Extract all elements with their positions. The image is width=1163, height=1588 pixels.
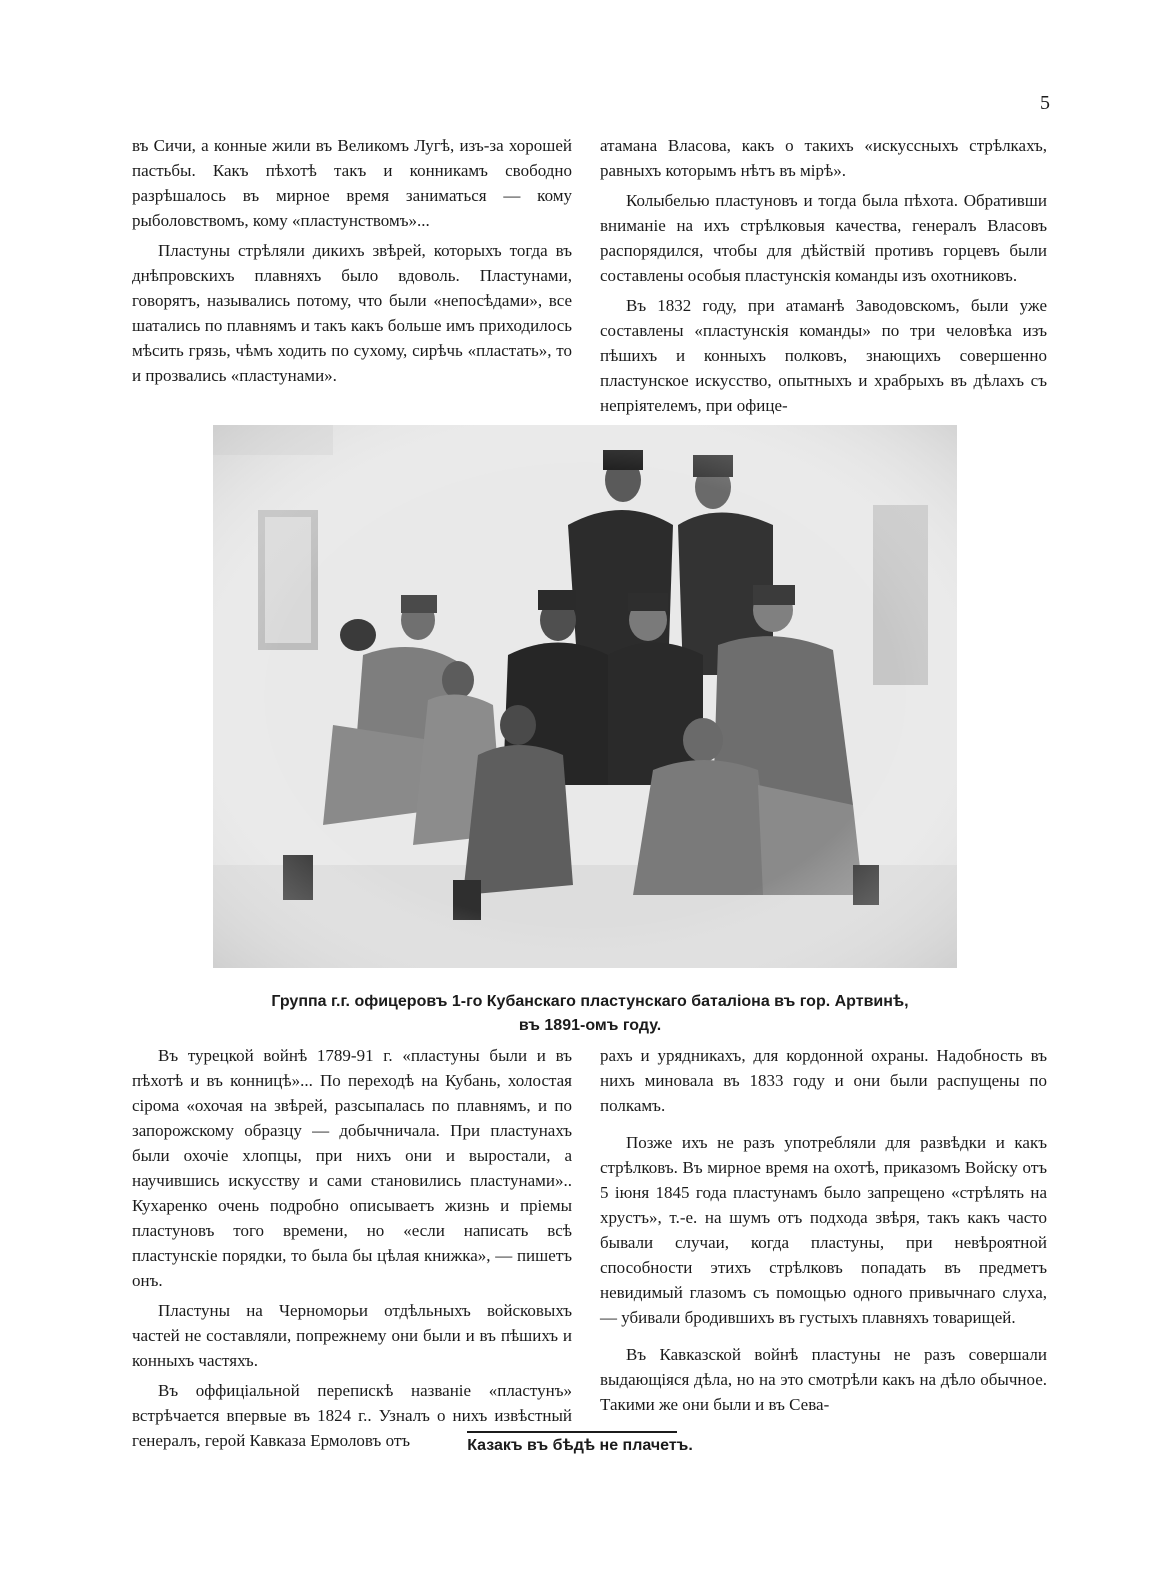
paragraph: Колыбелью пластуновъ и тогда была пѣхота. Обративши вниманіе на ихъ стрѣлковыя качества, генералъ Власовъ распорядился, чтобы для дѣйствій противъ горцевъ были составлены особыя пластунскія команды изъ охотниковъ.	[600, 191, 1047, 285]
paragraph: Въ оффиціальной перепискѣ названіе «пластунъ» встрѣчается впервые въ 1824 г.. Узналъ о нихъ извѣстный генералъ, герой Кавказа Ермоловъ отъ	[132, 1381, 572, 1450]
paragraph: Въ 1832 году, при атаманѣ Заводовскомъ, были уже составлены «пластунскія команды» по три человѣка изъ пѣшихъ и конныхъ полковъ, знающихъ совершенно пластунское искусство, опытныхъ и храбрыхъ въ дѣлахъ съ непріятелемъ, при офице-	[600, 296, 1047, 415]
column-top-left	[132, 133, 572, 388]
column-bottom-right	[600, 1043, 1047, 1417]
paragraph: въ Сичи, а конные жили въ Великомъ Лугѣ, изъ-за хорошей пастьбы. Какъ пѣхотѣ такъ и конникамъ свободно разрѣшалось въ мирное время заниматься — кому рыболовствомъ, кому «пластунствомъ»...	[132, 136, 572, 230]
column-top-right	[600, 133, 1047, 418]
caption-line-1: Группа г.г. офицеровъ 1-го Кубанскаго пластунскаго баталіона въ гор. Артвинѣ,	[271, 993, 909, 1010]
page-number: 5	[1040, 92, 1050, 114]
paragraph: Пластуны на Черноморьи отдѣльныхъ войсковыхъ частей не составляли, попрежнему они были и въ пѣшихъ и конныхъ частяхъ.	[132, 1301, 572, 1370]
paragraph: Въ турецкой войнѣ 1789-91 г. «пластуны были и въ пѣхотѣ и въ конницѣ»... По переходѣ на Кубань, холостая сірома «охочая на звѣрей, разсыпалась по плавнямъ, и по запорожскому образцу — добычничала. При пластунахъ были охочіе хлопцы, при нихъ они и выростали, а научившись искусству и сами становились пластунами».. Кухаренко очень подробно описываетъ жизнь и пріемы пластуновъ того времени, но «если написать всѣ пластунскіе порядки, то была бы цѣлая книжка», — пишетъ онъ.	[132, 1046, 572, 1290]
paragraph: Пластуны стрѣляли дикихъ звѣрей, которыхъ тогда въ днѣпровскихъ плавняхъ было вдоволь. Пластунами, говорятъ, назывались потому, что были «непосѣдами», все шатались по плавнямъ и такъ какъ больше имъ приходилось мѣсить грязь, чѣмъ ходить по сухому, сирѣчь «пластать», то и прозвались «пластунами».	[132, 241, 572, 385]
paragraph: Позже ихъ не разъ употребляли для развѣдки и какъ стрѣлковъ. Въ мирное время на охотѣ, приказомъ Войску отъ 5 іюня 1845 года пластунамъ было запрещено «стрѣлять на хрустъ», т.-е. на шумъ отъ подхода звѣря, такъ какъ часто бывали случаи, когда пластуны, при невѣроятной способности этихъ стрѣлковъ попадать въ предметъ невидимый глазомъ съ помощью одного привычнаго слуха, — убивали бродившихъ въ густыхъ плавняхъ товарищей.	[600, 1133, 1047, 1327]
paragraph: Въ Кавказской войнѣ пластуны не разъ совершали выдающіяся дѣла, но на это смотрѣли какъ на дѣло обычное. Такими же они были и въ Сева-	[600, 1345, 1047, 1414]
photo-caption	[150, 990, 1030, 1038]
footer-divider	[467, 1431, 677, 1433]
group-photograph	[213, 425, 957, 968]
footer-proverb: Казакъ въ бѣдѣ не плачетъ.	[467, 1437, 693, 1454]
column-bottom-left	[132, 1043, 572, 1453]
caption-line-2: въ 1891-омъ году.	[518, 1017, 662, 1034]
paragraph: атамана Власова, какъ о такихъ «искуссныхъ стрѣлкахъ, равныхъ которымъ нѣтъ въ мірѣ».	[600, 136, 1047, 180]
photo-illustration	[213, 425, 957, 968]
paragraph: рахъ и урядникахъ, для кордонной охраны. Надобность въ нихъ миновала въ 1833 году и они были распущены по полкамъ.	[600, 1046, 1047, 1115]
